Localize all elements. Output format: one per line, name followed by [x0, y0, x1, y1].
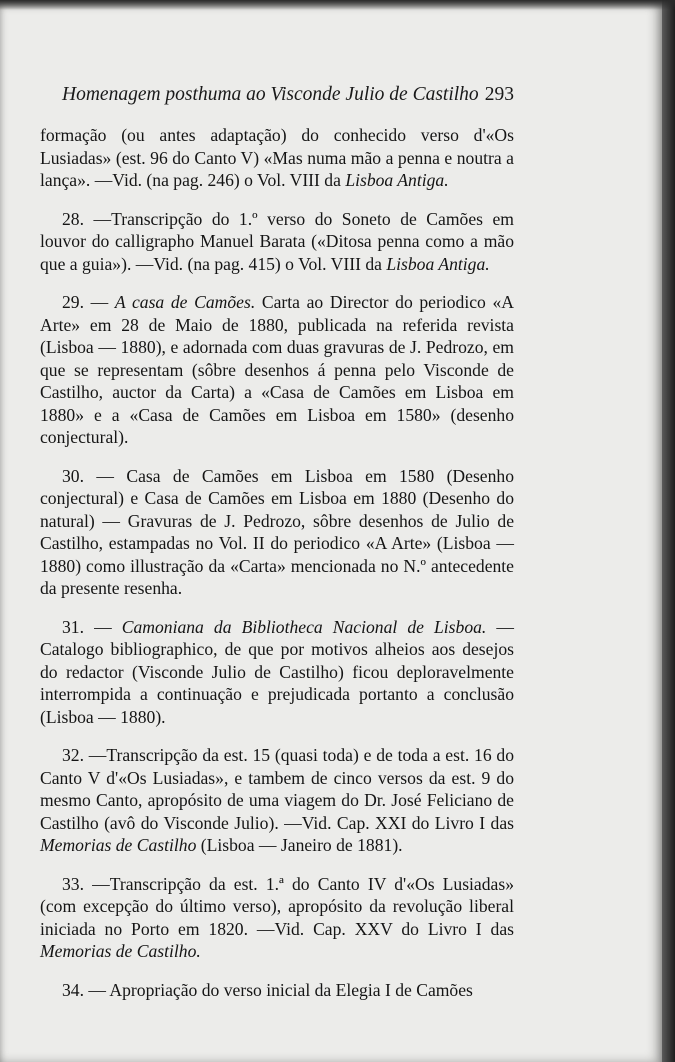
body-text — [40, 124, 514, 1001]
entry-33: 33. —Transcripção da est. 1.ª do Canto IV d'«Os Lusiadas» (com excepção do último verso), apropósito da revolução liberal iniciada no Porto em 1820. —Vid. Cap. XXV do Livro I das Memorias de Castilho. — [40, 873, 514, 961]
entry-31: 31. — Camoniana da Bibliotheca Nacional de Lisboa. — Catalogo bibliographico, de que por motivos alheios aos desejos do redactor (Visconde Julio de Castilho) ficou deploravelmente interrompida a continuação e prejudicada portanto a conclusão (Lisboa — 1880). — [40, 616, 514, 727]
running-header — [62, 84, 514, 114]
running-title: Homenagem posthuma ao Visconde Julio de Castilho — [62, 84, 479, 105]
entry-30: 30. — Casa de Camões em Lisboa em 1580 (Desenho conjectural) e Casa de Camões em Lisboa em 1880 (Desenho do natural) — Gravuras de J. Pedrozo, sôbre desenhos de Julio de Castilho, estampadas no Vol. II do periodico «A Arte» (Lisboa — 1880) como illustração da «Carta» mencionada no N.º antecedente da presente resenha. — [40, 465, 514, 598]
page-number: 293 — [484, 84, 514, 105]
entry-34: 34. — Apropriação do verso inicial da Elegia I de Camões — [62, 979, 473, 1000]
entry-28: 28. —Transcripção do 1.º verso do Soneto de Camões em louvor do calligrapho Manuel Barata («Ditosa penna como a mão que a guia»). —Vid. (na pag. 415) o Vol. VIII da Lisboa Antiga. — [40, 208, 514, 274]
page-edge — [662, 0, 675, 1062]
top-shadow — [0, 0, 675, 10]
entry-27-continuation: formação (ou antes adaptação) do conhecido verso d'«Os Lusiadas» (est. 96 do Canto V) «Mas numa mão a penna e noutra a lança». —Vid. (na pag. 246) o Vol. VIII da Lisboa Antiga. — [40, 125, 514, 190]
entry-29: 29. — A casa de Camões. Carta ao Director do periodico «A Arte» em 28 de Maio de 1880, publicada na referida revista (Lisboa — 1880), e adornada com duas gravuras de J. Pedrozo, em que se representam (sôbre desenhos á penna pelo Visconde de Castilho, auctor da Carta) a «Casa de Camões em Lisboa em 1880» e a «Casa de Camões em Lisboa em 1580» (desenho conjectural). — [40, 292, 514, 447]
entry-32: 32. —Transcripção da est. 15 (quasi toda) e de toda a est. 16 do Canto V d'«Os Lusiadas», e tambem de cinco versos da est. 9 do mesmo Canto, apropósito de uma viagem do Dr. José Feliciano de Castilho (avô do Visconde Julio). —Vid. Cap. XXI do Livro I das Memorias de Castilho (Lisboa — Janeiro de 1881). — [40, 745, 514, 855]
